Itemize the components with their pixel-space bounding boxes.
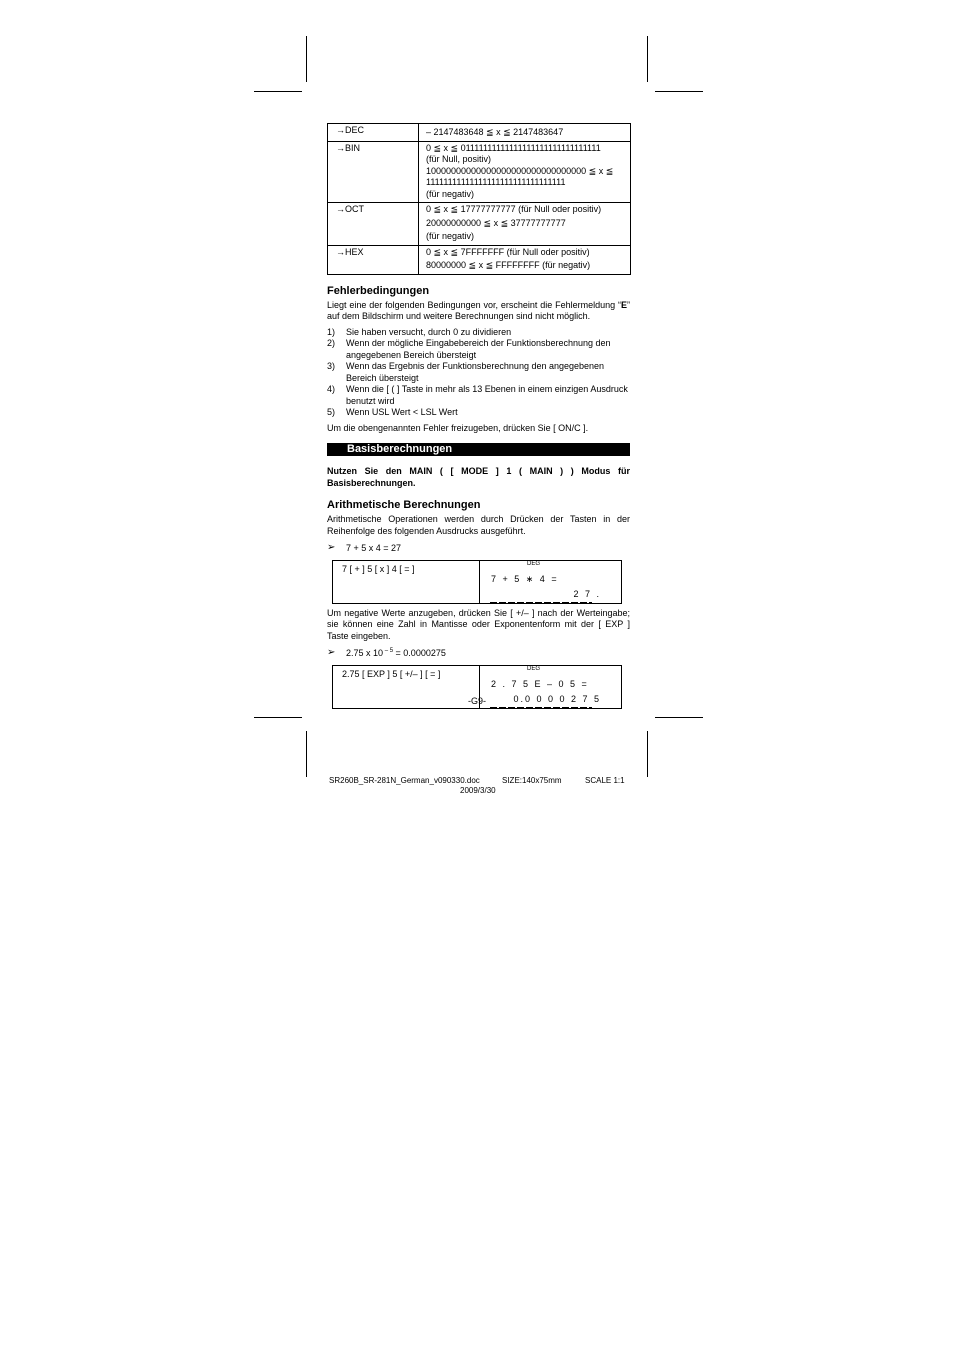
page-content [327,123,630,709]
example-expression: ➢ 2.75 x 10 $^{- 5}$ = 0.0000275 [327,647,446,658]
table-row [328,124,631,142]
crop-mark [254,91,302,92]
mode-label: BIN [345,142,361,153]
list-item: 3) Wenn das Ergebnis der Funktionsberechnung den angegebenen Bereich übersteigt [327,361,605,383]
range-line: – 2147483648 ≦ x ≦ 2147483647 [426,127,564,137]
section-heading: Arithmetische Berechnungen [327,499,481,511]
footer-filename: SR260B_SR-281N_German_v090330.doc [329,776,480,785]
display-entry-line: 2 . 7 5 E – 0 5 = [491,678,589,689]
range-line: 20000000000 ≦ x ≦ 37777777777 [426,217,566,228]
display-result-line: 2 7 . [573,588,601,599]
range-line: (für negativ) [426,188,475,199]
range-line: 80000000 ≦ x ≦ FFFFFFFF (für negativ) [426,260,591,270]
section-title-bar: Basisberechnungen [327,443,630,456]
arrow-right-icon: → [336,125,345,135]
table-row [328,141,631,203]
footer-size: SIZE:140x75mm [502,776,562,785]
key-sequence: 2.75 [ EXP ] 5 [ +/– ] [ = ] [333,666,480,708]
crop-mark [306,36,307,82]
crop-mark [647,731,648,777]
arrow-right-icon: → [336,142,345,153]
section-heading: Fehlerbedingungen [327,284,430,297]
list-item: 4) Wenn die [ ( ] Taste in mehr als 13 Ebenen in einem einzigen Ausdruck benutzt wird [327,384,628,406]
range-line: 10000000000000000000000000000000 ≦ x ≦ [426,165,614,176]
arrow-right-icon: → [336,204,345,214]
crop-mark [306,731,307,777]
mode-note: Nutzen Sie den MAIN ( [ MODE ] 1 ( MAIN ) ) Modus für Basisberechnungen. [327,466,630,488]
display-digit-segments [490,707,592,708]
calculator-display [480,561,621,603]
mode-label: DEC [345,125,365,135]
range-line: 0 ≦ x ≦ 17777777777 (für Null oder positiv) [426,204,602,214]
range-line: 11111111111111111111111111111111 [426,177,566,187]
error-list [327,327,630,419]
crop-mark [655,91,703,92]
key-sequence: 7 [ + ] 5 [ x ] 4 [ = ] [333,561,480,603]
page-number: -G9- [468,696,486,706]
mode-label: HEX [345,246,364,257]
list-item: 1) Sie haben versucht, durch 0 zu dividieren [327,326,512,337]
table-row [328,245,631,274]
errors-outro: Um die obengenannten Fehler freizugeben, drücken Sie [ ON/C ]. [327,422,589,433]
deg-indicator: DEG [527,560,541,567]
range-line: (für negativ) [426,231,475,241]
crop-mark [655,717,703,718]
range-line: 0 ≦ x ≦ 01111111111111111111111111111111 [426,142,601,153]
deg-indicator: DEG [527,665,541,672]
footer-date: 2009/3/30 [460,786,496,795]
mode-label: OCT [345,204,364,214]
errors-intro: Liegt eine der folgenden Bedingungen vor, erscheint die Fehlermeldung “E” auf dem Bildschirm und weitere Berechnungen sind nicht möglich. [327,299,630,321]
arrow-right-icon: → [336,246,345,257]
crop-mark [254,717,302,718]
range-line: (für Null, positiv) [426,154,492,164]
list-item: 2) Wenn der mögliche Eingabebereich der Funktionsberechnung den angegebenen Bereich übersteigt [327,338,611,360]
list-item: 5) Wenn USL Wert < LSL Wert [327,407,458,417]
crop-mark [647,36,648,82]
calc-example-box [332,560,622,604]
arith-intro: Arithmetische Operationen werden durch Drücken der Tasten in der Reihenfolge des folgenden Ausdrucks ausgeführt. [327,514,630,536]
footer-scale: SCALE 1:1 [585,776,625,785]
display-entry-line: 7 + 5 ∗ 4 = [491,573,559,584]
display-result-line: 0.0 0 0 0 2 7 5 [513,693,601,704]
example-expression: ➢ 7 + 5 x 4 = 27 [327,542,402,553]
number-range-table [327,123,631,275]
range-line: 0 ≦ x ≦ 7FFFFFFF (für Null oder positiv) [426,246,590,257]
negative-values-note: Um negative Werte anzugeben, drücken Sie [ +/– ] nach der Werteingabe; sie können eine Zahl in Mantisse oder Exponentenform mit der [ EXP ] Taste eingeben. [327,607,630,641]
arrowhead-bullet-icon: ➢ [327,542,336,553]
table-row [328,203,631,246]
display-digit-segments [490,602,592,603]
arrowhead-bullet-icon: ➢ [327,647,336,658]
